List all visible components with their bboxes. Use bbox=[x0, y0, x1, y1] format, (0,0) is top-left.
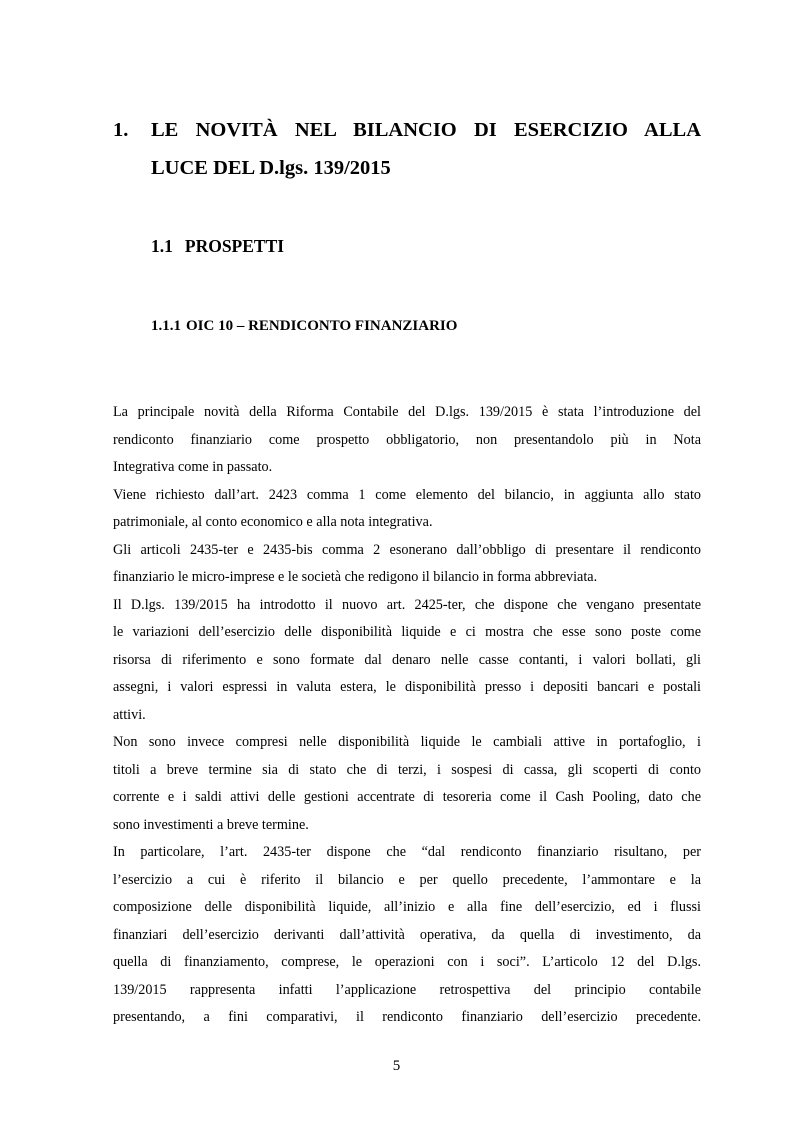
section-heading bbox=[151, 233, 284, 259]
body-line: composizione delle disponibilità liquide, all’inizio e alla fine dell’esercizio, ed i flussi bbox=[113, 899, 701, 915]
body-line: finanziari dell’esercizio derivanti dall’attività operativa, da quella di investimento, da bbox=[113, 926, 701, 943]
chapter-title-line-2: LUCE DEL D.lgs. 139/2015 bbox=[151, 157, 391, 179]
chapter-number: 1. bbox=[113, 119, 129, 141]
subsection-heading bbox=[151, 315, 457, 337]
body-line: quella di finanziamento, comprese, le operazioni con i soci”. L’articolo 12 del D.lgs. bbox=[113, 954, 701, 970]
body-line: In particolare, l’art. 2435-ter dispone che “dal rendiconto finanziario risultano, per bbox=[113, 844, 701, 860]
subsection-number: 1.1.1 bbox=[151, 318, 181, 334]
body-line: Gli articoli 2435-ter e 2435-bis comma 2 esonerano dall’obbligo di presentare il rendiconto bbox=[113, 541, 701, 558]
body-line: Viene richiesto dall’art. 2423 comma 1 come elemento del bilancio, in aggiunta allo stato bbox=[113, 486, 701, 503]
section-title: PROSPETTI bbox=[184, 236, 285, 256]
chapter-title-line-1: LE NOVITÀ NEL BILANCIO DI ESERCIZIO ALLA bbox=[151, 119, 701, 141]
body-line: La principale novità della Riforma Contabile del D.lgs. 139/2015 è stata l’introduzione del bbox=[113, 404, 701, 420]
body-line: presentando, a fini comparativi, il rendiconto finanziario dell’esercizio precedente. bbox=[113, 1009, 701, 1025]
body-line: Non sono invece compresi nelle disponibilità liquide le cambiali attive in portafoglio, i bbox=[113, 734, 701, 750]
body-line: l’esercizio a cui è riferito il bilancio e per quello precedente, l’ammontare e la bbox=[113, 871, 701, 888]
chapter-heading bbox=[113, 111, 701, 187]
body-line: sono investimenti a breve termine. bbox=[113, 816, 309, 833]
body-text bbox=[113, 399, 701, 1032]
body-line: assegni, i valori espressi in valuta estera, le disponibilità presso i depositi bancari e postali bbox=[113, 679, 701, 695]
body-line: finanziario le micro-imprese e le società che redigono il bilancio in forma abbreviata. bbox=[113, 569, 598, 585]
body-line: attivi. bbox=[113, 706, 146, 723]
body-line: corrente e i saldi attivi delle gestioni accentrate di tesoreria come il Cash Pooling, dato che bbox=[113, 789, 701, 805]
body-line: risorsa di riferimento e sono formate dal denaro nelle casse contanti, i valori bollati, gli bbox=[113, 651, 701, 668]
body-line: titoli a breve termine sia di stato che di terzi, i sospesi di cassa, gli scoperti di conto bbox=[113, 761, 701, 778]
body-line: Integrativa come in passato. bbox=[113, 459, 273, 475]
body-line: le variazioni dell’esercizio delle disponibilità liquide e ci mostra che esse sono poste come bbox=[113, 624, 701, 640]
body-line: patrimoniale, al conto economico e alla nota integrativa. bbox=[113, 514, 433, 530]
chapter-title bbox=[151, 111, 701, 187]
subsection-title: OIC 10 – RENDICONTO FINANZIARIO bbox=[186, 318, 458, 334]
body-line: 139/2015 rappresenta infatti l’applicazione retrospettiva del principio contabile bbox=[113, 981, 701, 998]
body-line: rendiconto finanziario come prospetto obbligatorio, non presentandolo più in Nota bbox=[113, 431, 701, 448]
section-number: 1.1 bbox=[151, 236, 173, 256]
body-line: Il D.lgs. 139/2015 ha introdotto il nuovo art. 2425-ter, che dispone che vengano presentate bbox=[113, 596, 701, 613]
page-number: 5 bbox=[392, 1058, 401, 1074]
